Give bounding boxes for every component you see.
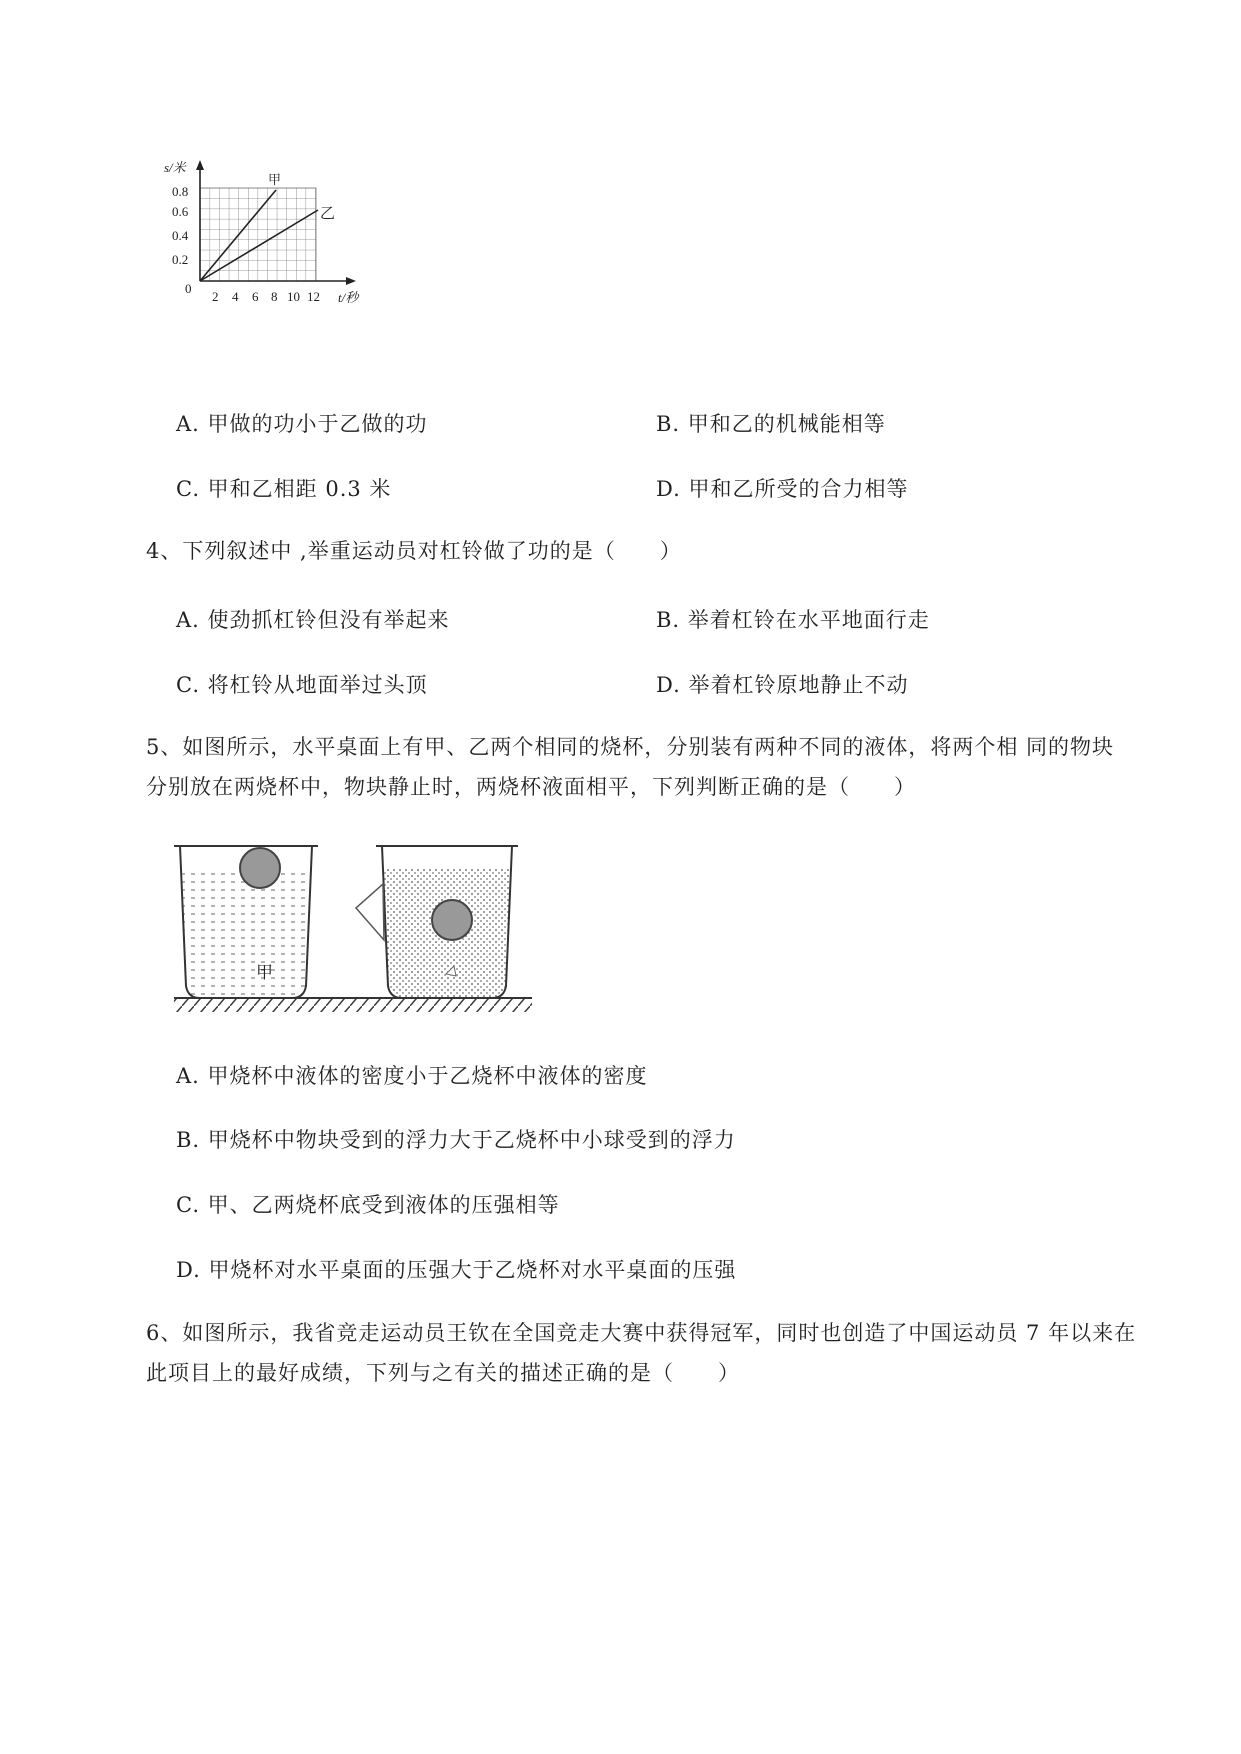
q6-stem-line1: 6、如图所示，我省竞走运动员王钦在全国竞走大赛中获得冠军，同时也创造了中国运动员 7 年以来在	[146, 1321, 1137, 1345]
line-jia-label: 甲	[268, 172, 282, 187]
block-ball-yi	[432, 900, 472, 940]
y-tick-0.4: 0.4	[172, 228, 189, 243]
q3-option-c: C. 甲和乙相距 0.3 米	[176, 477, 392, 501]
x-tick-6: 6	[252, 289, 259, 304]
q6-stem-line2: 此项目上的最好成绩，下列与之有关的描述正确的是（ ）	[146, 1361, 740, 1385]
y-tick-0.6: 0.6	[172, 204, 189, 219]
beaker-jia-label: 甲	[256, 963, 273, 982]
q3-option-d: D. 甲和乙所受的合力相等	[656, 477, 909, 501]
q4-option-d: D. 举着杠铃原地静止不动	[656, 673, 909, 697]
q5-stem-line1: 5、如图所示，水平桌面上有甲、乙两个相同的烧杯，分别装有两种不同的液体，将两个相 同的物块	[146, 735, 1115, 759]
origin-label: 0	[185, 281, 192, 296]
beaker-jia-liquid	[182, 868, 310, 998]
q5-option-b: B. 甲烧杯中物块受到的浮力大于乙烧杯中小球受到的浮力	[176, 1128, 736, 1152]
q4-stem: 4、下列叙述中 ,举重运动员对杠铃做了功的是（ ）	[146, 539, 682, 563]
beakers-figure	[170, 838, 540, 1018]
x-tick-12: 12	[307, 289, 320, 304]
y-tick-0.2: 0.2	[172, 252, 189, 267]
table-hatching	[174, 999, 532, 1012]
graph-grid	[200, 188, 316, 281]
q5-stem-line2: 分别放在两烧杯中，物块静止时，两烧杯液面相平，下列判断正确的是（ ）	[146, 775, 916, 799]
x-tick-10: 10	[287, 289, 300, 304]
q4-option-c: C. 将杠铃从地面举过头顶	[176, 673, 428, 697]
y-axis-arrow-icon	[196, 160, 204, 170]
y-tick-0.8: 0.8	[172, 184, 189, 199]
x-tick-4: 4	[232, 289, 239, 304]
q4-option-a: A. 使劲抓杠铃但没有举起来	[176, 608, 450, 632]
y-axis-label: s/米	[164, 160, 186, 175]
beaker-yi-spout	[356, 884, 384, 940]
q5-option-d: D. 甲烧杯对水平桌面的压强大于乙烧杯对水平桌面的压强	[176, 1258, 737, 1282]
q3-option-b: B. 甲和乙的机械能相等	[656, 412, 886, 436]
block-ball-jia	[240, 848, 280, 888]
q5-option-c: C. 甲、乙两烧杯底受到液体的压强相等	[176, 1193, 560, 1217]
s-t-graph	[164, 160, 430, 350]
x-tick-2: 2	[212, 289, 219, 304]
q5-option-a: A. 甲烧杯中液体的密度小于乙烧杯中液体的密度	[176, 1064, 648, 1088]
q3-option-a: A. 甲做的功小于乙做的功	[176, 412, 428, 436]
x-axis-label: t/秒	[338, 290, 359, 305]
q4-option-b: B. 举着杠铃在水平地面行走	[656, 608, 930, 632]
x-tick-8: 8	[271, 289, 278, 304]
line-yi-label: 乙	[320, 206, 336, 222]
x-axis-arrow-icon	[346, 277, 356, 285]
